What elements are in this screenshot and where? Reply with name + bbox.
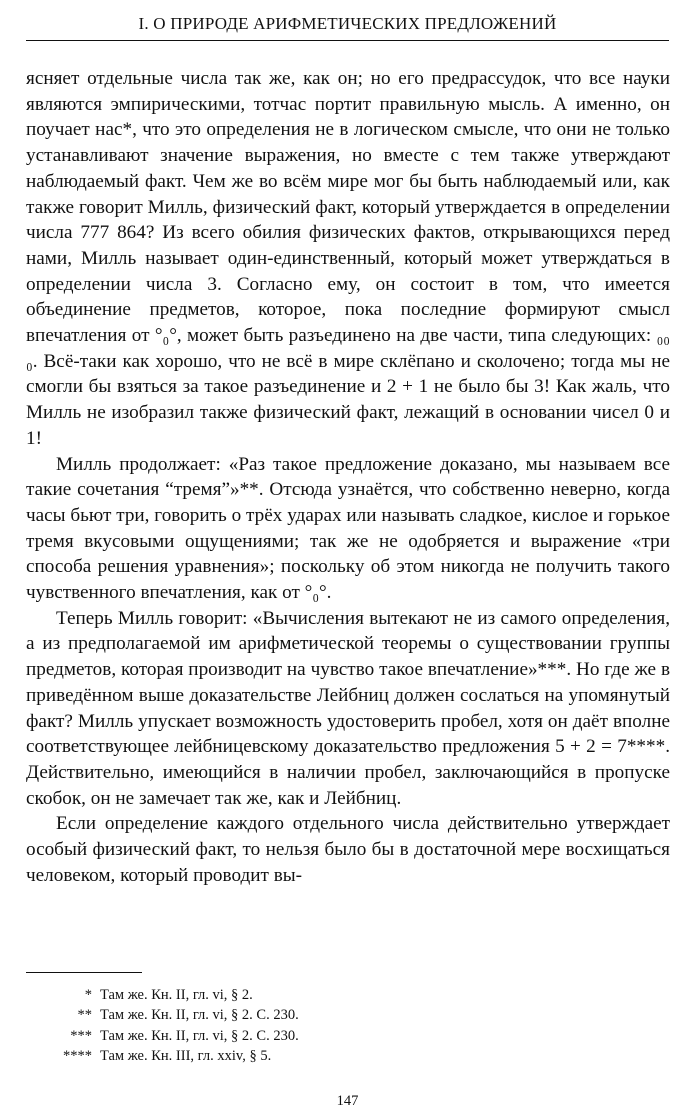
footnotes <box>26 985 670 1066</box>
paragraph-2: Милль продолжает: «Раз такое предложение доказано, мы называем все такие сочетания “тремя”»**. Отсюда узнаётся, что собственно неверно, когда часы бьют три, говорить о трёх ударах или называть сладкое, кислое и горькое тремя вкусовыми ощущениями; так же не одобряется и выражение «три способа решения уравнения»; поскольку об этом никогда не получить такого чувственного впечатления, как от °₀°. <box>26 453 670 604</box>
footnote-mark: * <box>84 987 92 1003</box>
footnote-text: Там же. Кн. III, гл. xxiv, § 5. <box>100 1047 272 1064</box>
header-rule <box>26 40 669 41</box>
paragraph-1: ясняет отдельные числа так же, как он; но его предрассудок, что все науки являются эмпирическими, тотчас портит правильную мысль. А именно, он поучает нас*, что это определения не в логическом смысле, что они не только устанавливают значение выражения, но вместе с тем также утверждают наблюдаемый факт. Чем же во всём мире мог бы быть наблюдаемый или, как также говорит Милль, физический факт, который утверждается в определении числа 777 864? Из всего обилия физических фактов, открывающихся перед нами, Милль называет один-единственный, который может утверждаться в определении числа 3. Согласно ему, он состоит в том, что имеется объединение предметов, которое, пока последние формируют смысл впечатления от °₀°, может быть разъединено на две части, типа следующих: ₀₀ ₀. Всё-таки как хорошо, что не всё в мире склёпано и сколочено; тогда мы не смогли бы взяться за такое разъединение и 2 + 1 не было бы 3! Как жаль, что Милль не изобразил также физический факт, лежащий в основании чисел 0 и 1! <box>26 68 670 449</box>
footnote-1 <box>26 985 670 1005</box>
paragraph-3: Теперь Милль говорит: «Вычисления вытекают не из самого определения, а из предполагаемой им арифметической теоремы о существовании группы предметов, которая производит на чувство такое впечатление»***. Но где же в приведённом выше доказательстве Лейбниц должен сослаться на упомянутый факт? Милль упускает возможность удостоверить пробел, хотя он даёт вполне соответствующее лейбницевскому доказательство предложения 5 + 2 = 7****. Действительно, имеющийся в наличии пробел, заключающийся в пропуске скобок, он не замечает так же, как и Лейбниц. <box>26 607 670 809</box>
body-text <box>26 66 670 889</box>
footnote-mark: ** <box>77 1007 92 1024</box>
page-number: 147 <box>336 1093 359 1109</box>
footnote-text: Там же. Кн. II, гл. vi, § 2. <box>100 987 253 1003</box>
footnote-2 <box>26 1005 670 1025</box>
footnote-4 <box>26 1046 670 1066</box>
paragraph-4: Если определение каждого отдельного числа действительно утверждает особый физический факт, то нельзя было бы в достаточной мере восхищаться человеком, который проводит вы- <box>26 813 670 886</box>
footnote-text: Там же. Кн. II, гл. vi, § 2. С. 230. <box>100 1007 299 1024</box>
footnote-3 <box>26 1026 670 1046</box>
footnote-text: Там же. Кн. II, гл. vi, § 2. С. 230. <box>100 1027 299 1044</box>
running-head: I. О ПРИРОДЕ АРИФМЕТИЧЕСКИХ ПРЕДЛОЖЕНИЙ <box>138 14 557 33</box>
footnote-mark: *** <box>70 1027 92 1044</box>
footnote-separator <box>26 972 142 973</box>
footnote-mark: **** <box>63 1047 92 1064</box>
